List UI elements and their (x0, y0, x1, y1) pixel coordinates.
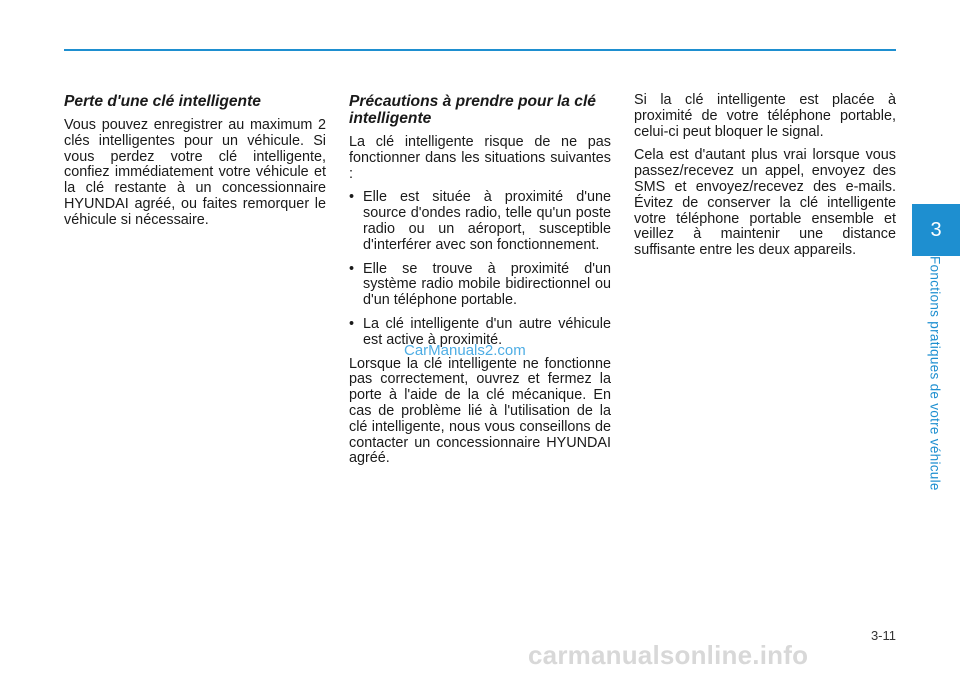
precautions-list (349, 190, 611, 348)
list-item: • Elle est située à proximité d'une source d'ondes radio, telle qu'un poste radio ou un aéroport, susceptible d'interférer avec son fonctionnement. (349, 190, 611, 253)
column-lost-key (64, 93, 326, 237)
chapter-number-tab (912, 204, 960, 256)
precautions-intro: La clé intelligente risque de ne pas fonctionner dans les situations suivantes : (349, 134, 611, 182)
page-number: 3-11 (870, 628, 896, 643)
footer-watermark: carmanualsonline.info (528, 640, 809, 670)
phone-paragraph-1: Si la clé intelligente est placée à proximité de votre téléphone portable, celui-ci peut bloquer le signal. (634, 92, 896, 140)
phone-paragraph-2: Cela est d'autant plus vrai lorsque vous passez/recevez un appel, envoyez des SMS et envoyez/recevez des e-mails. Évitez de conserver la clé intelligente votre téléphone portable ensemble et veillez à maintenir une distance suffisante entre les deux appareils. (634, 147, 896, 259)
precautions-closing: Lorsque la clé intelligente ne fonctionne pas correctement, ouvrez et fermez la porte à l'aide de la clé mécanique. En cas de problème lié à l'utilisation de la clé intelligente, nous vous conseillons de contacter un concessionnaire HYUNDAI agréé. (349, 355, 611, 467)
lost-key-paragraph: Vous pouvez enregistrer au maximum 2 clés intelligentes pour un véhicule. Si vous perdez votre clé intelligente, confiez immédiatement votre véhicule et la clé restante à un concessionnaire HYUNDAI agréé, ou faites remorquer le véhicule si nécessaire. (64, 117, 326, 228)
header-rule (64, 49, 896, 51)
chapter-number: 3 (930, 218, 942, 241)
section-heading-lost-key: Perte d'une clé intelligente (64, 93, 261, 110)
column-precautions (349, 93, 611, 475)
section-heading-precautions: Précautions à prendre pour la clé intelligente (349, 93, 596, 127)
list-item: • La clé intelligente d'un autre véhicule est active à proximité. (349, 317, 611, 349)
list-item: • Elle se trouve à proximité d'un système radio mobile bidirectionnel ou d'un téléphone portable. (349, 262, 611, 309)
chapter-title: Fonctions pratiques de votre véhicule (927, 256, 943, 491)
column-phone-interference (634, 93, 896, 267)
inline-watermark: CarManuals2.com (404, 342, 526, 359)
